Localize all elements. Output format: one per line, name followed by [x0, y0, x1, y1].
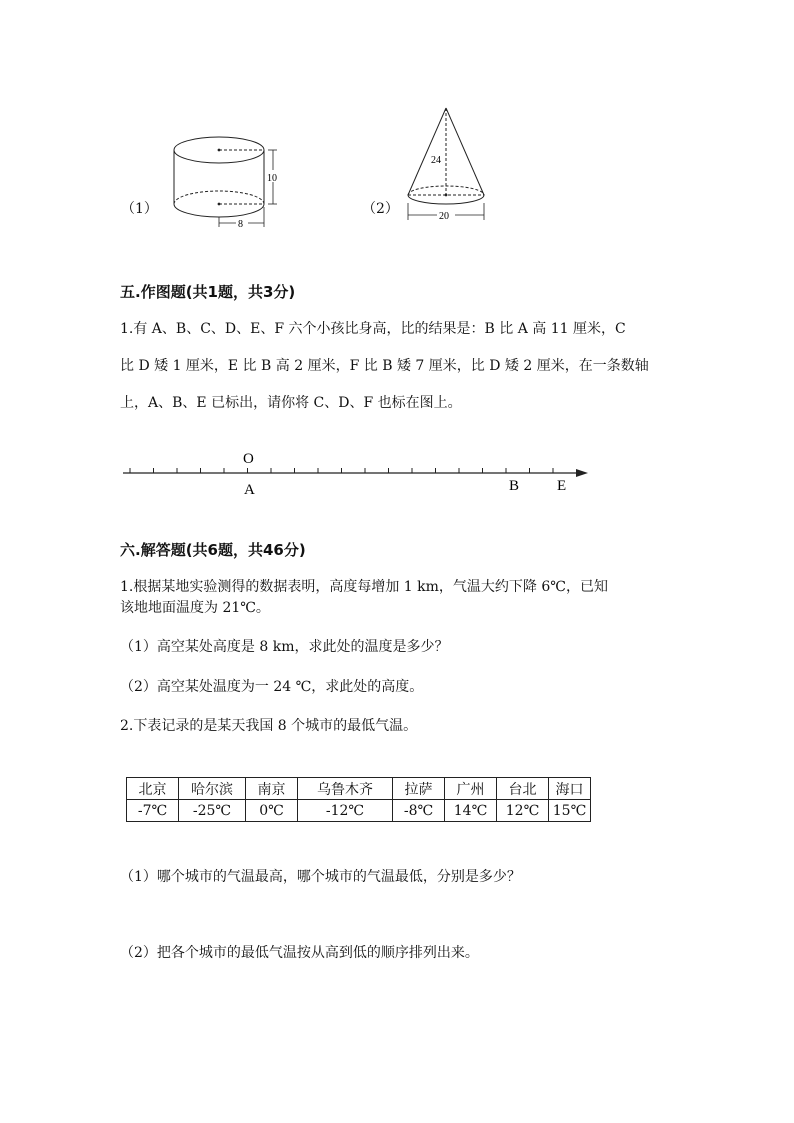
cone-figure	[400, 103, 495, 228]
table-row-cities	[127, 778, 591, 800]
section-6-header: 六.解答题(共6题，共46分)	[120, 541, 306, 559]
number-line-origin: O	[243, 451, 254, 467]
city-cell: 拉萨	[393, 778, 445, 800]
temp-cell: -8℃	[393, 800, 445, 822]
number-line-label-a: A	[244, 482, 255, 498]
cylinder-height-label: 10	[267, 173, 277, 184]
s6-q2-intro: 2.下表记录的是某天我国 8 个城市的最低气温。	[120, 718, 418, 734]
temp-cell: -12℃	[298, 800, 393, 822]
temp-cell: 0℃	[246, 800, 298, 822]
s6-q1-line2: 该地地面温度为 21℃。	[120, 600, 270, 616]
number-line-label-e: E	[557, 478, 567, 494]
temp-cell: 12℃	[497, 800, 549, 822]
s6-q2-sub2: （2）把各个城市的最低气温按从高到低的顺序排列出来。	[120, 945, 479, 961]
s5-q1-line2: 比 D 矮 1 厘米，E 比 B 高 2 厘米，F 比 B 矮 7 厘米，比 D 矮 2 厘米，在一条数轴	[120, 358, 649, 374]
temperature-table	[126, 777, 591, 822]
city-cell: 哈尔滨	[179, 778, 246, 800]
city-cell: 台北	[497, 778, 549, 800]
s6-q1-sub1: （1）高空某处高度是 8 km，求此处的温度是多少？	[120, 639, 449, 655]
cone-slant-label: 24	[431, 155, 441, 166]
city-cell: 南京	[246, 778, 298, 800]
cylinder-radius-label: 8	[238, 219, 243, 230]
temp-cell: -7℃	[127, 800, 179, 822]
number-line	[110, 445, 600, 500]
s5-q1-line3: 上，A、B、E 已标出，请你将 C、D、F 也标在图上。	[120, 395, 462, 411]
figure-2-label: （2）	[362, 201, 399, 217]
city-cell: 广州	[445, 778, 497, 800]
table-row-temps	[127, 800, 591, 822]
s6-q1-line1: 1.根据某地实验测得的数据表明，高度每增加 1 km，气温大约下降 6℃，已知	[120, 579, 608, 595]
figure-1-label: （1）	[121, 201, 158, 217]
s5-q1-line1: 1.有 A、B、C、D、E、F 六个小孩比身高，比的结果是：B 比 A 高 11 厘米，C	[120, 321, 626, 337]
cone-diameter-label: 20	[439, 211, 449, 222]
city-cell: 乌鲁木齐	[298, 778, 393, 800]
city-cell: 北京	[127, 778, 179, 800]
section-5-header: 五.作图题(共1题，共3分)	[120, 283, 296, 301]
number-line-label-b: B	[509, 478, 520, 494]
temp-cell: 14℃	[445, 800, 497, 822]
s6-q2-sub1: （1）哪个城市的气温最高，哪个城市的气温最低，分别是多少？	[120, 869, 521, 885]
s6-q1-sub2: （2）高空某处温度为一 24 ℃，求此处的高度。	[120, 679, 424, 695]
number-line-ticks	[130, 468, 553, 473]
city-cell: 海口	[549, 778, 591, 800]
temp-cell: 15℃	[549, 800, 591, 822]
temp-cell: -25℃	[179, 800, 246, 822]
cylinder-figure	[165, 125, 290, 235]
